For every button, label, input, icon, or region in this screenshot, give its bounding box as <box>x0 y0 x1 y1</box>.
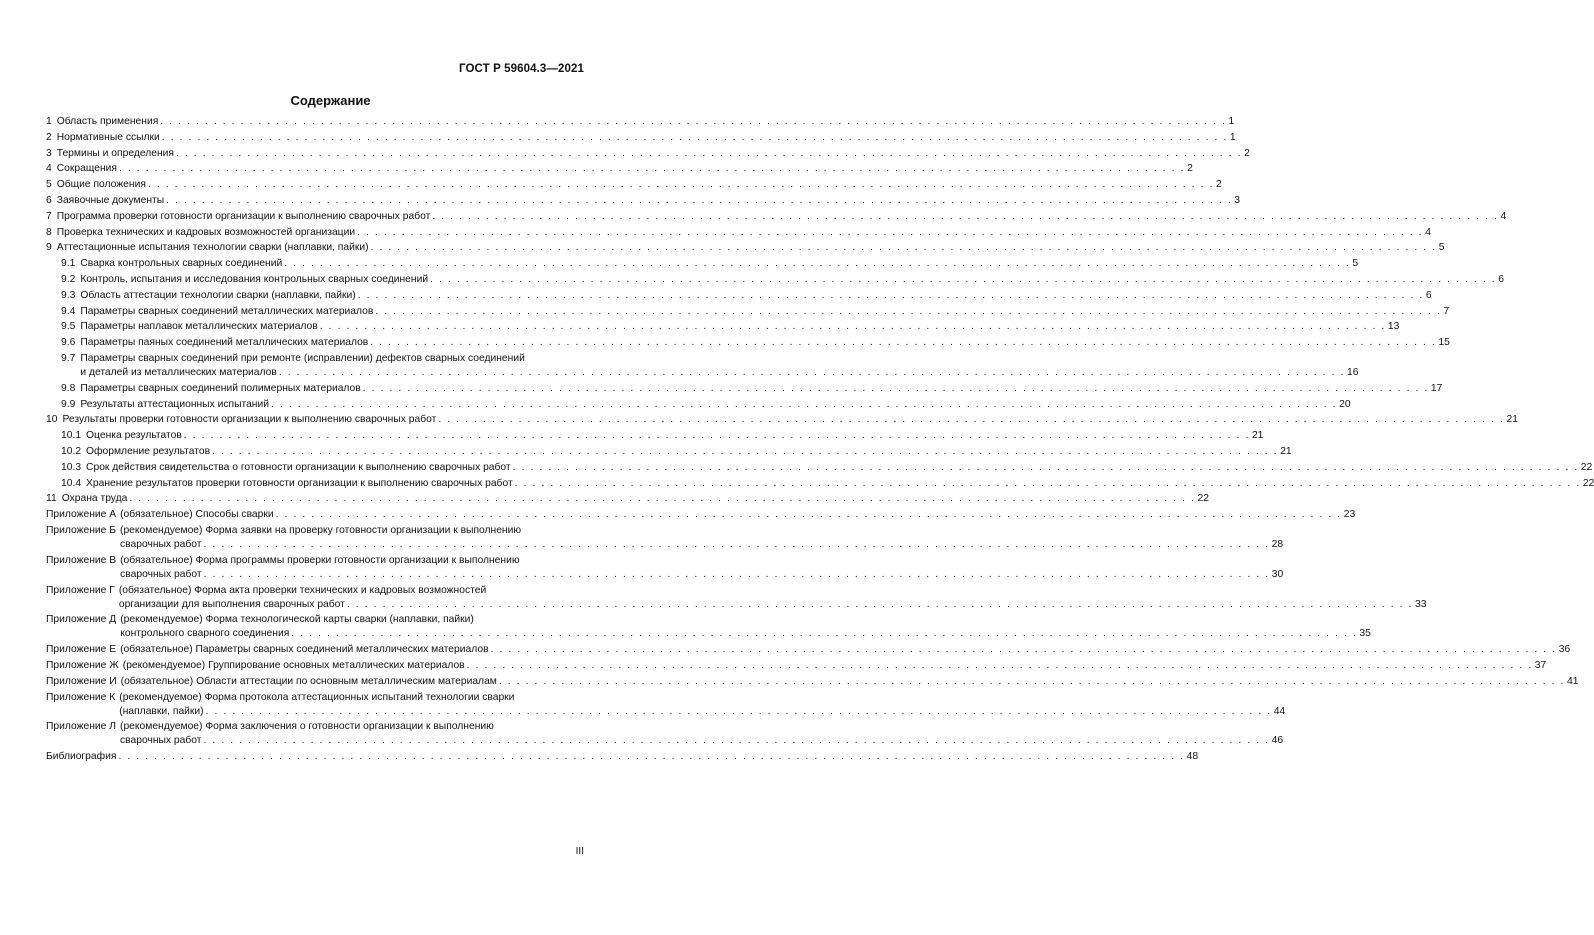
toc-entry-title: (обязательное) Способы сварки <box>120 509 274 521</box>
toc-entry-number: 5 <box>46 179 52 191</box>
document-header: ГОСТ Р 59604.3—2021 <box>459 63 584 75</box>
toc-entry-title: Сварка контрольных сварных соединений <box>80 258 283 270</box>
toc-leader-dots: . . . . . . . . . . . . . . . . . . . . . . . . . . . . . . . . . . . . . . . . . . . . . . . . . . . . . . . . . . . . . . . . . . . . . . . . . . . . . . . . . . . . . . . . . . . . . . . . . . . . . . . . . . . . . . . . . . . . . . . . <box>271 398 1338 410</box>
toc-entry[interactable] <box>46 305 1450 319</box>
toc-page-number: 33 <box>1415 598 1427 610</box>
toc-entry-title: Оформление результатов <box>86 445 211 457</box>
toc-page-number: 7 <box>1443 305 1450 317</box>
toc-entry[interactable] <box>46 241 1445 255</box>
toc-leader-dots: . . . . . . . . . . . . . . . . . . . . . . . . . . . . . . . . . . . . . . . . . . . . . . . . . . . . . . . . . . . . . . . . . . . . . . . . . . . . . . . . . . . . . . . . . . . . . . . . . . . . . . . . . . . . . . . . . . . . . . . . <box>161 131 1228 143</box>
toc-entry-number: 9.7 <box>61 352 76 364</box>
toc-page-number: 13 <box>1387 321 1400 333</box>
toc-entry[interactable] <box>46 461 1593 475</box>
toc-entry[interactable] <box>46 492 1209 506</box>
toc-entry-title: и деталей из металлических материалов <box>80 366 277 378</box>
toc-page-number: 28 <box>1271 538 1284 550</box>
toc-entry-title: Параметры сварных соединений при ремонте (исправлении) дефектов сварных соединений <box>80 352 525 364</box>
toc-entry-number: 2 <box>46 131 52 143</box>
toc-entry[interactable] <box>46 162 1193 176</box>
table-of-contents <box>46 115 1594 766</box>
toc-entry-number: Приложение А <box>46 509 117 521</box>
toc-leader-dots: . . . . . . . . . . . . . . . . . . . . . . . . . . . . . . . . . . . . . . . . . . . . . . . . . . . . . . . . . . . . . . . . . . . . . . . . . . . . . . . . . . . . . . . . . . . . . . . . . . . . . . . . . . . . . . . . . . . . . . . . <box>370 337 1437 349</box>
toc-page-number: 37 <box>1534 659 1547 671</box>
toc-entry-number: 9.4 <box>61 305 76 317</box>
toc-entry-title: (рекомендуемое) Группирование основных металлических материалов <box>122 659 465 671</box>
toc-entry[interactable] <box>46 226 1431 240</box>
toc-entry-number: Приложение Б <box>46 524 117 536</box>
toc-leader-dots: . . . . . . . . . . . . . . . . . . . . . . . . . . . . . . . . . . . . . . . . . . . . . . . . . . . . . . . . . . . . . . . . . . . . . . . . . . . . . . . . . . . . . . . . . . . . . . . . . . . . . . . . . . . . . . . . . . . . . . . . <box>160 116 1227 127</box>
toc-entry[interactable] <box>46 147 1250 161</box>
toc-entry[interactable] <box>46 445 1292 459</box>
toc-entry[interactable] <box>46 508 1356 522</box>
toc-leader-dots: . . . . . . . . . . . . . . . . . . . . . . . . . . . . . . . . . . . . . . . . . . . . . . . . . . . . . . . . . . . . . . . . . . . . . . . . . . . . . . . . . . . . . . . . . . . . . . . . . . . . . . . . . . . . . . . . . . . . . . . . <box>291 628 1358 640</box>
toc-page-number: 17 <box>1430 382 1443 394</box>
toc-entry-title: Оценка результатов <box>86 430 182 442</box>
toc-entry[interactable] <box>46 750 1199 764</box>
toc-entry-title: (обязательное) Форма программы проверки готовности организации к выполнению <box>120 554 520 566</box>
toc-leader-dots: . . . . . . . . . . . . . . . . . . . . . . . . . . . . . . . . . . . . . . . . . . . . . . . . . . . . . . . . . . . . . . . . . . . . . . . . . . . . . . . . . . . . . . . . . . . . . . . . . . . . . . . . . . . . . . . . . . . . . . . . <box>319 321 1386 333</box>
toc-entry[interactable] <box>46 429 1264 443</box>
toc-entry[interactable] <box>46 613 1371 641</box>
toc-entry-title: (рекомендуемое) Форма протокола аттестационных испытаний технологии сварки <box>119 691 515 703</box>
toc-leader-dots: . . . . . . . . . . . . . . . . . . . . . . . . . . . . . . . . . . . . . . . . . . . . . . . . . . . . . . . . . . . . . . . . . . . . . . . . . . . . . . . . . . . . . . . . . . . . . . . . . . . . . . . . . . . . . . . . . . . . . . . . <box>118 163 1186 175</box>
toc-leader-dots: . . . . . . . . . . . . . . . . . . . . . . . . . . . . . . . . . . . . . . . . . . . . . . . . . . . . . . . . . . . . . . . . . . . . . . . . . . . . . . . . . . . . . . . . . . . . . . . . . . . . . . . . . . . . . . . . . . . . . . . . <box>490 644 1557 656</box>
toc-leader-dots: . . . . . . . . . . . . . . . . . . . . . . . . . . . . . . . . . . . . . . . . . . . . . . . . . . . . . . . . . . . . . . . . . . . . . . . . . . . . . . . . . . . . . . . . . . . . . . . . . . . . . . . . . . . . . . . . . . . . . . . . <box>203 735 1270 747</box>
page-title: Содержание <box>290 93 371 108</box>
toc-leader-dots: . . . . . . . . . . . . . . . . . . . . . . . . . . . . . . . . . . . . . . . . . . . . . . . . . . . . . . . . . . . . . . . . . . . . . . . . . . . . . . . . . . . . . . . . . . . . . . . . . . . . . . . . . . . . . . . . . . . . . . . . <box>375 305 1442 317</box>
toc-entry-title: (наплавки, пайки) <box>119 705 204 717</box>
toc-entry-title: Параметры наплавок металлических материалов <box>80 321 318 333</box>
toc-page-number: 21 <box>1280 445 1292 457</box>
toc-leader-dots: . . . . . . . . . . . . . . . . . . . . . . . . . . . . . . . . . . . . . . . . . . . . . . . . . . . . . . . . . . . . . . . . . . . . . . . . . . . . . . . . . . . . . . . . . . . . . . . . . . . . . . . . . . . . . . . . . . . . . . . . <box>498 675 1566 687</box>
toc-entry-title: Параметры сварных соединений полимерных материалов <box>80 382 361 394</box>
toc-entry-number: Приложение И <box>46 675 117 687</box>
toc-entry-title: Результаты аттестационных испытаний <box>80 398 269 410</box>
toc-leader-dots: . . . . . . . . . . . . . . . . . . . . . . . . . . . . . . . . . . . . . . . . . . . . . . . . . . . . . . . . . . . . . . . . . . . . . . . . . . . . . . . . . . . . . . . . . . . . . . . . . . . . . . . . . . . . . . . . . . . . . . . . <box>166 194 1233 206</box>
toc-page-number: 1 <box>1228 116 1235 127</box>
toc-entry-title: Область применения <box>56 116 159 127</box>
toc-page-number: 21 <box>1506 414 1518 426</box>
toc-leader-dots: . . . . . . . . . . . . . . . . . . . . . . . . . . . . . . . . . . . . . . . . . . . . . . . . . . . . . . . . . . . . . . . . . . . . . . . . . . . . . . . . . . . . . . . . . . . . . . . . . . . . . . . . . . . . . . . . . . . . . . . . <box>203 568 1270 580</box>
toc-entry-number: 9.5 <box>61 321 76 333</box>
toc-page-number: 30 <box>1271 568 1284 580</box>
toc-entry-title: организации для выполнения сварочных работ <box>118 598 345 610</box>
toc-entry-number: 1 <box>46 116 52 127</box>
toc-entry-title: (рекомендуемое) Форма технологической карты сварки (наплавки, пайки) <box>120 614 474 626</box>
toc-entry-number: Приложение Е <box>46 644 117 656</box>
toc-leader-dots: . . . . . . . . . . . . . . . . . . . . . . . . . . . . . . . . . . . . . . . . . . . . . . . . . . . . . . . . . . . . . . . . . . . . . . . . . . . . . . . . . . . . . . . . . . . . . . . . . . . . . . . . . . . . . . . . . . . . . . . . <box>357 289 1424 301</box>
toc-leader-dots: . . . . . . . . . . . . . . . . . . . . . . . . . . . . . . . . . . . . . . . . . . . . . . . . . . . . . . . . . . . . . . . . . . . . . . . . . . . . . . . . . . . . . . . . . . . . . . . . . . . . . . . . . . . . . . . . . . . . . . . . <box>466 659 1533 671</box>
toc-entry[interactable] <box>46 477 1594 491</box>
toc-entry-title: (обязательное) Форма акта проверки технических и кадровых возможностей <box>118 584 487 596</box>
toc-leader-dots: . . . . . . . . . . . . . . . . . . . . . . . . . . . . . . . . . . . . . . . . . . . . . . . . . . . . . . . . . . . . . . . . . . . . . . . . . . . . . . . . . . . . . . . . . . . . . . . . . . . . . . . . . . . . . . . . . . . . . . . . <box>129 493 1196 505</box>
toc-entry-number: 10.4 <box>61 477 82 489</box>
toc-entry-number: 10.3 <box>61 461 82 473</box>
toc-entry-title: Программа проверки готовности организации к выполнению сварочных работ <box>56 210 431 222</box>
toc-entry[interactable] <box>46 289 1432 303</box>
toc-page-number: 22 <box>1197 493 1209 505</box>
toc-entry-title: сварочных работ <box>120 538 202 550</box>
toc-entry[interactable] <box>46 382 1443 396</box>
toc-entry-number: Приложение К <box>46 691 116 703</box>
toc-entry-title: (обязательное) Параметры сварных соединений металлических материалов <box>120 644 489 656</box>
toc-entry[interactable] <box>46 352 1359 380</box>
toc-leader-dots: . . . . . . . . . . . . . . . . . . . . . . . . . . . . . . . . . . . . . . . . . . . . . . . . . . . . . . . . . . . . . . . . . . . . . . . . . . . . . . . . . . . . . . . . . . . . . . . . . . . . . . . . . . . . . . . . . . . . . . . . <box>357 226 1424 238</box>
toc-entry-title: сварочных работ <box>120 568 202 580</box>
toc-leader-dots: . . . . . . . . . . . . . . . . . . . . . . . . . . . . . . . . . . . . . . . . . . . . . . . . . . . . . . . . . . . . . . . . . . . . . . . . . . . . . . . . . . . . . . . . . . . . . . . . . . . . . . . . . . . . . . . . . . . . . . . . <box>275 509 1342 521</box>
toc-entry-title: Результаты проверки готовности организации к выполнению сварочных работ <box>62 414 437 426</box>
toc-leader-dots: . . . . . . . . . . . . . . . . . . . . . . . . . . . . . . . . . . . . . . . . . . . . . . . . . . . . . . . . . . . . . . . . . . . . . . . . . . . . . . . . . . . . . . . . . . . . . . . . . . . . . . . . . . . . . . . . . . . . . . . . <box>432 210 1499 222</box>
toc-entry[interactable] <box>46 643 1571 657</box>
toc-page-number: 44 <box>1273 705 1286 717</box>
toc-entry-number: 9 <box>46 242 52 254</box>
toc-entry-title: Библиография <box>46 751 117 763</box>
toc-page-number: 16 <box>1346 366 1359 378</box>
toc-leader-dots: . . . . . . . . . . . . . . . . . . . . . . . . . . . . . . . . . . . . . . . . . . . . . . . . . . . . . . . . . . . . . . . . . . . . . . . . . . . . . . . . . . . . . . . . . . . . . . . . . . . . . . . . . . . . . . . . . . . . . . . . <box>284 258 1351 270</box>
toc-entry-number: 9.1 <box>61 258 76 270</box>
toc-entry-title: Срок действия свидетельства о готовности организации к выполнению сварочных работ <box>86 461 511 473</box>
toc-entry-title: (рекомендуемое) Форма заявки на проверку готовности организации к выполнению <box>120 524 522 536</box>
toc-entry-number: 10.1 <box>61 430 82 442</box>
toc-entry[interactable] <box>46 115 1235 129</box>
toc-entry-title: Проверка технических и кадровых возможностей организации <box>56 226 356 238</box>
toc-leader-dots: . . . . . . . . . . . . . . . . . . . . . . . . . . . . . . . . . . . . . . . . . . . . . . . . . . . . . . . . . . . . . . . . . . . . . . . . . . . . . . . . . . . . . . . . . . . . . . . . . . . . . . . . . . . . . . . . . . . . . . . . <box>512 461 1579 473</box>
toc-leader-dots: . . . . . . . . . . . . . . . . . . . . . . . . . . . . . . . . . . . . . . . . . . . . . . . . . . . . . . . . . . . . . . . . . . . . . . . . . . . . . . . . . . . . . . . . . . . . . . . . . . . . . . . . . . . . . . . . . . . . . . . . <box>430 273 1497 285</box>
toc-entry-number: 3 <box>46 147 52 159</box>
toc-entry-number: 8 <box>46 226 52 238</box>
toc-entry-number: 11 <box>46 493 57 505</box>
toc-leader-dots: . . . . . . . . . . . . . . . . . . . . . . . . . . . . . . . . . . . . . . . . . . . . . . . . . . . . . . . . . . . . . . . . . . . . . . . . . . . . . . . . . . . . . . . . . . . . . . . . . . . . . . . . . . . . . . . . . . . . . . . . <box>346 598 1414 610</box>
toc-entry-title: Общие положения <box>56 179 146 191</box>
toc-leader-dots: . . . . . . . . . . . . . . . . . . . . . . . . . . . . . . . . . . . . . . . . . . . . . . . . . . . . . . . . . . . . . . . . . . . . . . . . . . . . . . . . . . . . . . . . . . . . . . . . . . . . . . . . . . . . . . . . . . . . . . . . <box>212 445 1279 457</box>
toc-entry[interactable] <box>46 257 1359 271</box>
toc-leader-dots: . . . . . . . . . . . . . . . . . . . . . . . . . . . . . . . . . . . . . . . . . . . . . . . . . . . . . . . . . . . . . . . . . . . . . . . . . . . . . . . . . . . . . . . . . . . . . . . . . . . . . . . . . . . . . . . . . . . . . . . . <box>278 366 1345 378</box>
toc-entry-number: 9.3 <box>61 289 76 301</box>
toc-entry[interactable] <box>46 273 1504 287</box>
toc-leader-dots: . . . . . . . . . . . . . . . . . . . . . . . . . . . . . . . . . . . . . . . . . . . . . . . . . . . . . . . . . . . . . . . . . . . . . . . . . . . . . . . . . . . . . . . . . . . . . . . . . . . . . . . . . . . . . . . . . . . . . . . . <box>438 414 1505 426</box>
toc-page-number: 41 <box>1567 675 1579 687</box>
toc-entry-number: 9.2 <box>61 273 76 285</box>
toc-entry-number: Приложение Л <box>46 721 117 733</box>
toc-entry-number: 7 <box>46 210 52 222</box>
toc-entry-title: Контроль, испытания и исследования контрольных сварных соединений <box>80 273 429 285</box>
toc-page-number: 2 <box>1244 147 1250 159</box>
toc-page-number: 22 <box>1582 477 1594 489</box>
toc-entry-number: 10.2 <box>61 445 82 457</box>
toc-entry[interactable] <box>46 178 1222 192</box>
toc-leader-dots: . . . . . . . . . . . . . . . . . . . . . . . . . . . . . . . . . . . . . . . . . . . . . . . . . . . . . . . . . . . . . . . . . . . . . . . . . . . . . . . . . . . . . . . . . . . . . . . . . . . . . . . . . . . . . . . . . . . . . . . . <box>362 382 1429 394</box>
toc-leader-dots: . . . . . . . . . . . . . . . . . . . . . . . . . . . . . . . . . . . . . . . . . . . . . . . . . . . . . . . . . . . . . . . . . . . . . . . . . . . . . . . . . . . . . . . . . . . . . . . . . . . . . . . . . . . . . . . . . . . . . . . . <box>118 751 1185 763</box>
toc-entry-title: Аттестационные испытания технологии сварки (наплавки, пайки) <box>56 242 369 254</box>
toc-entry-number: 9.8 <box>61 382 76 394</box>
page-number: III <box>575 846 584 857</box>
toc-entry-number: 6 <box>46 194 52 206</box>
toc-page-number: 23 <box>1343 509 1356 521</box>
toc-entry[interactable] <box>46 584 1427 612</box>
toc-entry-title: сварочных работ <box>120 735 202 747</box>
toc-entry-title: Охрана труда <box>61 493 128 505</box>
toc-entry[interactable] <box>46 320 1400 334</box>
toc-entry-number: Приложение Г <box>46 584 115 596</box>
toc-entry[interactable] <box>46 413 1518 427</box>
toc-leader-dots: . . . . . . . . . . . . . . . . . . . . . . . . . . . . . . . . . . . . . . . . . . . . . . . . . . . . . . . . . . . . . . . . . . . . . . . . . . . . . . . . . . . . . . . . . . . . . . . . . . . . . . . . . . . . . . . . . . . . . . . . <box>370 242 1437 254</box>
toc-entry-title: (обязательное) Области аттестации по основным металлическим материалам <box>120 675 497 687</box>
toc-entry-title: Параметры паяных соединений металлических материалов <box>80 337 369 349</box>
toc-entry-title: Термины и определения <box>56 147 174 159</box>
toc-entry-title: Заявочные документы <box>56 194 165 206</box>
toc-entry[interactable] <box>46 210 1507 224</box>
toc-entry-number: 9.9 <box>61 398 76 410</box>
toc-entry-title: Сокращения <box>56 163 117 175</box>
toc-entry[interactable] <box>46 398 1351 412</box>
toc-entry[interactable] <box>46 720 1284 748</box>
toc-page-number: 2 <box>1216 179 1222 191</box>
toc-entry[interactable] <box>46 131 1236 145</box>
toc-entry-number: 10 <box>46 414 58 426</box>
toc-entry[interactable] <box>46 194 1241 208</box>
toc-entry-number: Приложение Д <box>46 614 117 626</box>
toc-leader-dots: . . . . . . . . . . . . . . . . . . . . . . . . . . . . . . . . . . . . . . . . . . . . . . . . . . . . . . . . . . . . . . . . . . . . . . . . . . . . . . . . . . . . . . . . . . . . . . . . . . . . . . . . . . . . . . . . . . . . . . . . <box>514 477 1581 489</box>
toc-page-number: 6 <box>1425 289 1432 301</box>
toc-entry-number: 4 <box>46 163 52 175</box>
toc-entry[interactable] <box>46 554 1284 582</box>
toc-page-number: 1 <box>1229 131 1236 143</box>
toc-page-number: 46 <box>1271 735 1284 747</box>
toc-entry-number: Приложение Ж <box>46 659 119 671</box>
toc-leader-dots: . . . . . . . . . . . . . . . . . . . . . . . . . . . . . . . . . . . . . . . . . . . . . . . . . . . . . . . . . . . . . . . . . . . . . . . . . . . . . . . . . . . . . . . . . . . . . . . . . . . . . . . . . . . . . . . . . . . . . . . . <box>205 705 1272 717</box>
toc-page-number: 48 <box>1186 751 1199 763</box>
toc-page-number: 36 <box>1558 644 1571 656</box>
toc-entry[interactable] <box>46 659 1547 673</box>
toc-page-number: 2 <box>1187 163 1193 175</box>
toc-entry[interactable] <box>46 524 1284 552</box>
toc-page-number: 21 <box>1251 430 1264 442</box>
toc-leader-dots: . . . . . . . . . . . . . . . . . . . . . . . . . . . . . . . . . . . . . . . . . . . . . . . . . . . . . . . . . . . . . . . . . . . . . . . . . . . . . . . . . . . . . . . . . . . . . . . . . . . . . . . . . . . . . . . . . . . . . . . . <box>175 147 1243 159</box>
toc-page-number: 22 <box>1580 461 1593 473</box>
toc-entry-title: Хранение результатов проверки готовности организации к выполнению сварочных работ <box>86 477 513 489</box>
toc-entry-title: (рекомендуемое) Форма заключения о готовности организации к выполнению <box>120 721 494 733</box>
toc-entry[interactable] <box>46 691 1286 719</box>
toc-leader-dots: . . . . . . . . . . . . . . . . . . . . . . . . . . . . . . . . . . . . . . . . . . . . . . . . . . . . . . . . . . . . . . . . . . . . . . . . . . . . . . . . . . . . . . . . . . . . . . . . . . . . . . . . . . . . . . . . . . . . . . . . <box>203 538 1270 550</box>
toc-entry-title: Нормативные ссылки <box>56 131 160 143</box>
toc-page-number: 6 <box>1498 273 1504 285</box>
toc-page-number: 4 <box>1500 210 1507 222</box>
toc-entry-title: Параметры сварных соединений металлических материалов <box>80 305 374 317</box>
toc-page-number: 4 <box>1425 226 1431 238</box>
toc-entry-number: Приложение В <box>46 554 117 566</box>
toc-page-number: 5 <box>1438 242 1445 254</box>
toc-page-number: 3 <box>1234 194 1241 206</box>
toc-entry-title: контрольного сварного соединения <box>120 628 290 640</box>
toc-page-number: 35 <box>1359 628 1371 640</box>
toc-entry[interactable] <box>46 675 1579 689</box>
toc-entry-title: Область аттестации технологии сварки (наплавки, пайки) <box>80 289 356 301</box>
toc-page-number: 15 <box>1438 337 1450 349</box>
toc-entry-number: 9.6 <box>61 337 76 349</box>
toc-page-number: 5 <box>1352 258 1359 270</box>
toc-page-number: 20 <box>1339 398 1351 410</box>
toc-leader-dots: . . . . . . . . . . . . . . . . . . . . . . . . . . . . . . . . . . . . . . . . . . . . . . . . . . . . . . . . . . . . . . . . . . . . . . . . . . . . . . . . . . . . . . . . . . . . . . . . . . . . . . . . . . . . . . . . . . . . . . . . <box>147 179 1215 191</box>
toc-entry[interactable] <box>46 336 1450 350</box>
toc-leader-dots: . . . . . . . . . . . . . . . . . . . . . . . . . . . . . . . . . . . . . . . . . . . . . . . . . . . . . . . . . . . . . . . . . . . . . . . . . . . . . . . . . . . . . . . . . . . . . . . . . . . . . . . . . . . . . . . . . . . . . . . . <box>183 430 1250 442</box>
